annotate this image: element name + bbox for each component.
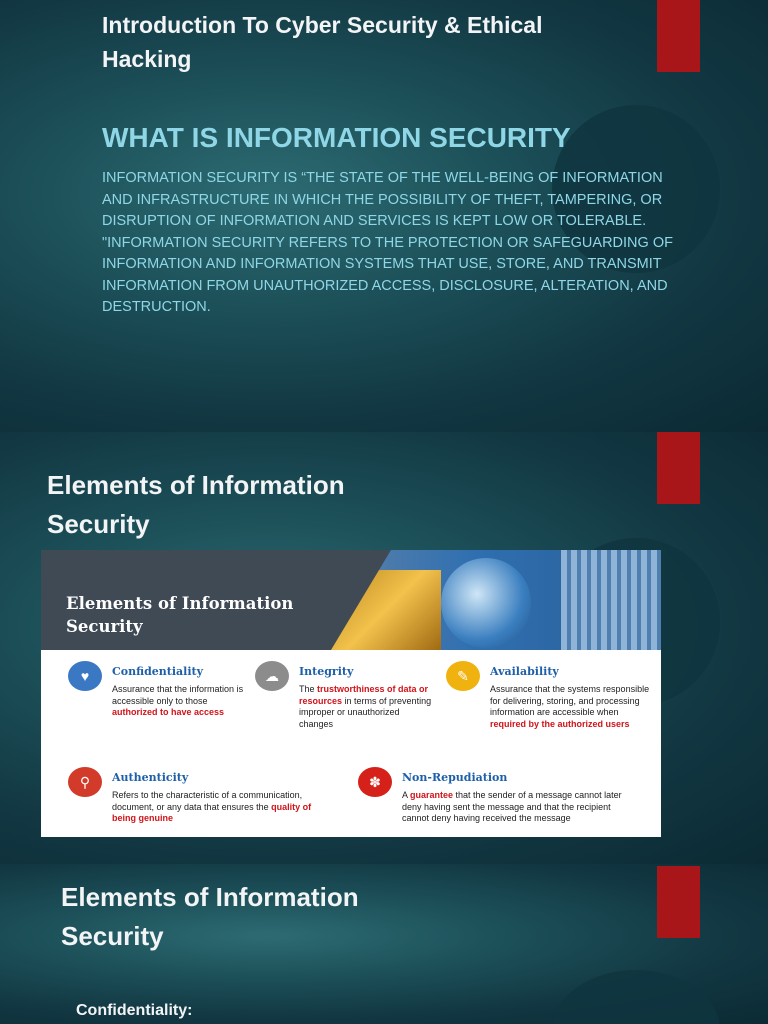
element-name: Availability — [490, 665, 559, 678]
slide-2 — [0, 432, 768, 864]
element-description: Refers to the characteristic of a communication, document, or any data that ensures the quality of being genuine — [112, 790, 312, 823]
element-name: Confidentiality — [112, 665, 203, 678]
slide-title: Elements of Information Security — [61, 882, 359, 951]
subsection-label: Confidentiality: — [76, 1002, 193, 1019]
elements-infographic — [41, 550, 661, 837]
element-name: Non-Repudiation — [402, 771, 508, 784]
element-description: A guarantee that the sender of a message cannot later deny having sent the message and that the recipient cannot deny having received the message — [402, 790, 622, 823]
key-icon: ⚲ — [68, 767, 102, 797]
infographic-banner — [41, 550, 661, 650]
section-heading: WHAT IS INFORMATION SECURITY — [102, 122, 571, 153]
slide-title: Introduction To Cyber Security & Ethical Hacking — [102, 12, 543, 72]
infographic-title: Elements of Information Security — [66, 594, 294, 636]
element-name: Authenticity — [112, 771, 189, 784]
element-description: Assurance that the information is accessible only to those authorized to have access — [112, 684, 244, 717]
building-image — [561, 550, 661, 650]
pencil-icon: ✎ — [446, 661, 480, 691]
element-description: The trustworthiness of data or resources in terms of preventing improper or unauthorized changes — [299, 684, 432, 729]
red-accent-bar — [657, 866, 700, 938]
element-name: Integrity — [299, 665, 354, 678]
slide-title: Elements of Information Security — [47, 470, 345, 539]
element-description: Assurance that the systems responsible for delivering, storing, and processing information are accessible when required by the authorized users — [490, 684, 650, 729]
definition-paragraph: INFORMATION SECURITY IS “THE STATE OF THE WELL-BEING OF INFORMATION AND INFRASTRUCTURE IN WHICH THE POSSIBILITY OF THEFT, TAMPERING, OR DISRUPTION OF INFORMATION AND SERVICES IS KEPT LOW OR TOLERABLE. "INFORMATION SECURITY REFERS TO THE PROTECTION OR SAFEGUARDING OF INFORMATION AND INFORMATION SYSTEMS THAT USE, STORE, AND TRANSMIT INFORMATION FROM UNAUTHORIZED ACCESS, DISCLOSURE, ALTERATION, AND DESTRUCTION. — [102, 170, 673, 315]
decorative-circle — [552, 970, 720, 1024]
cloud-icon: ☁ — [255, 661, 289, 691]
heart-icon: ♥ — [68, 661, 102, 691]
red-accent-bar — [657, 432, 700, 504]
slide-1 — [0, 0, 768, 432]
slide-3 — [0, 864, 768, 1024]
globe-image — [441, 558, 531, 648]
red-accent-bar — [657, 0, 700, 72]
lightbulb-icon: ✽ — [358, 767, 392, 797]
